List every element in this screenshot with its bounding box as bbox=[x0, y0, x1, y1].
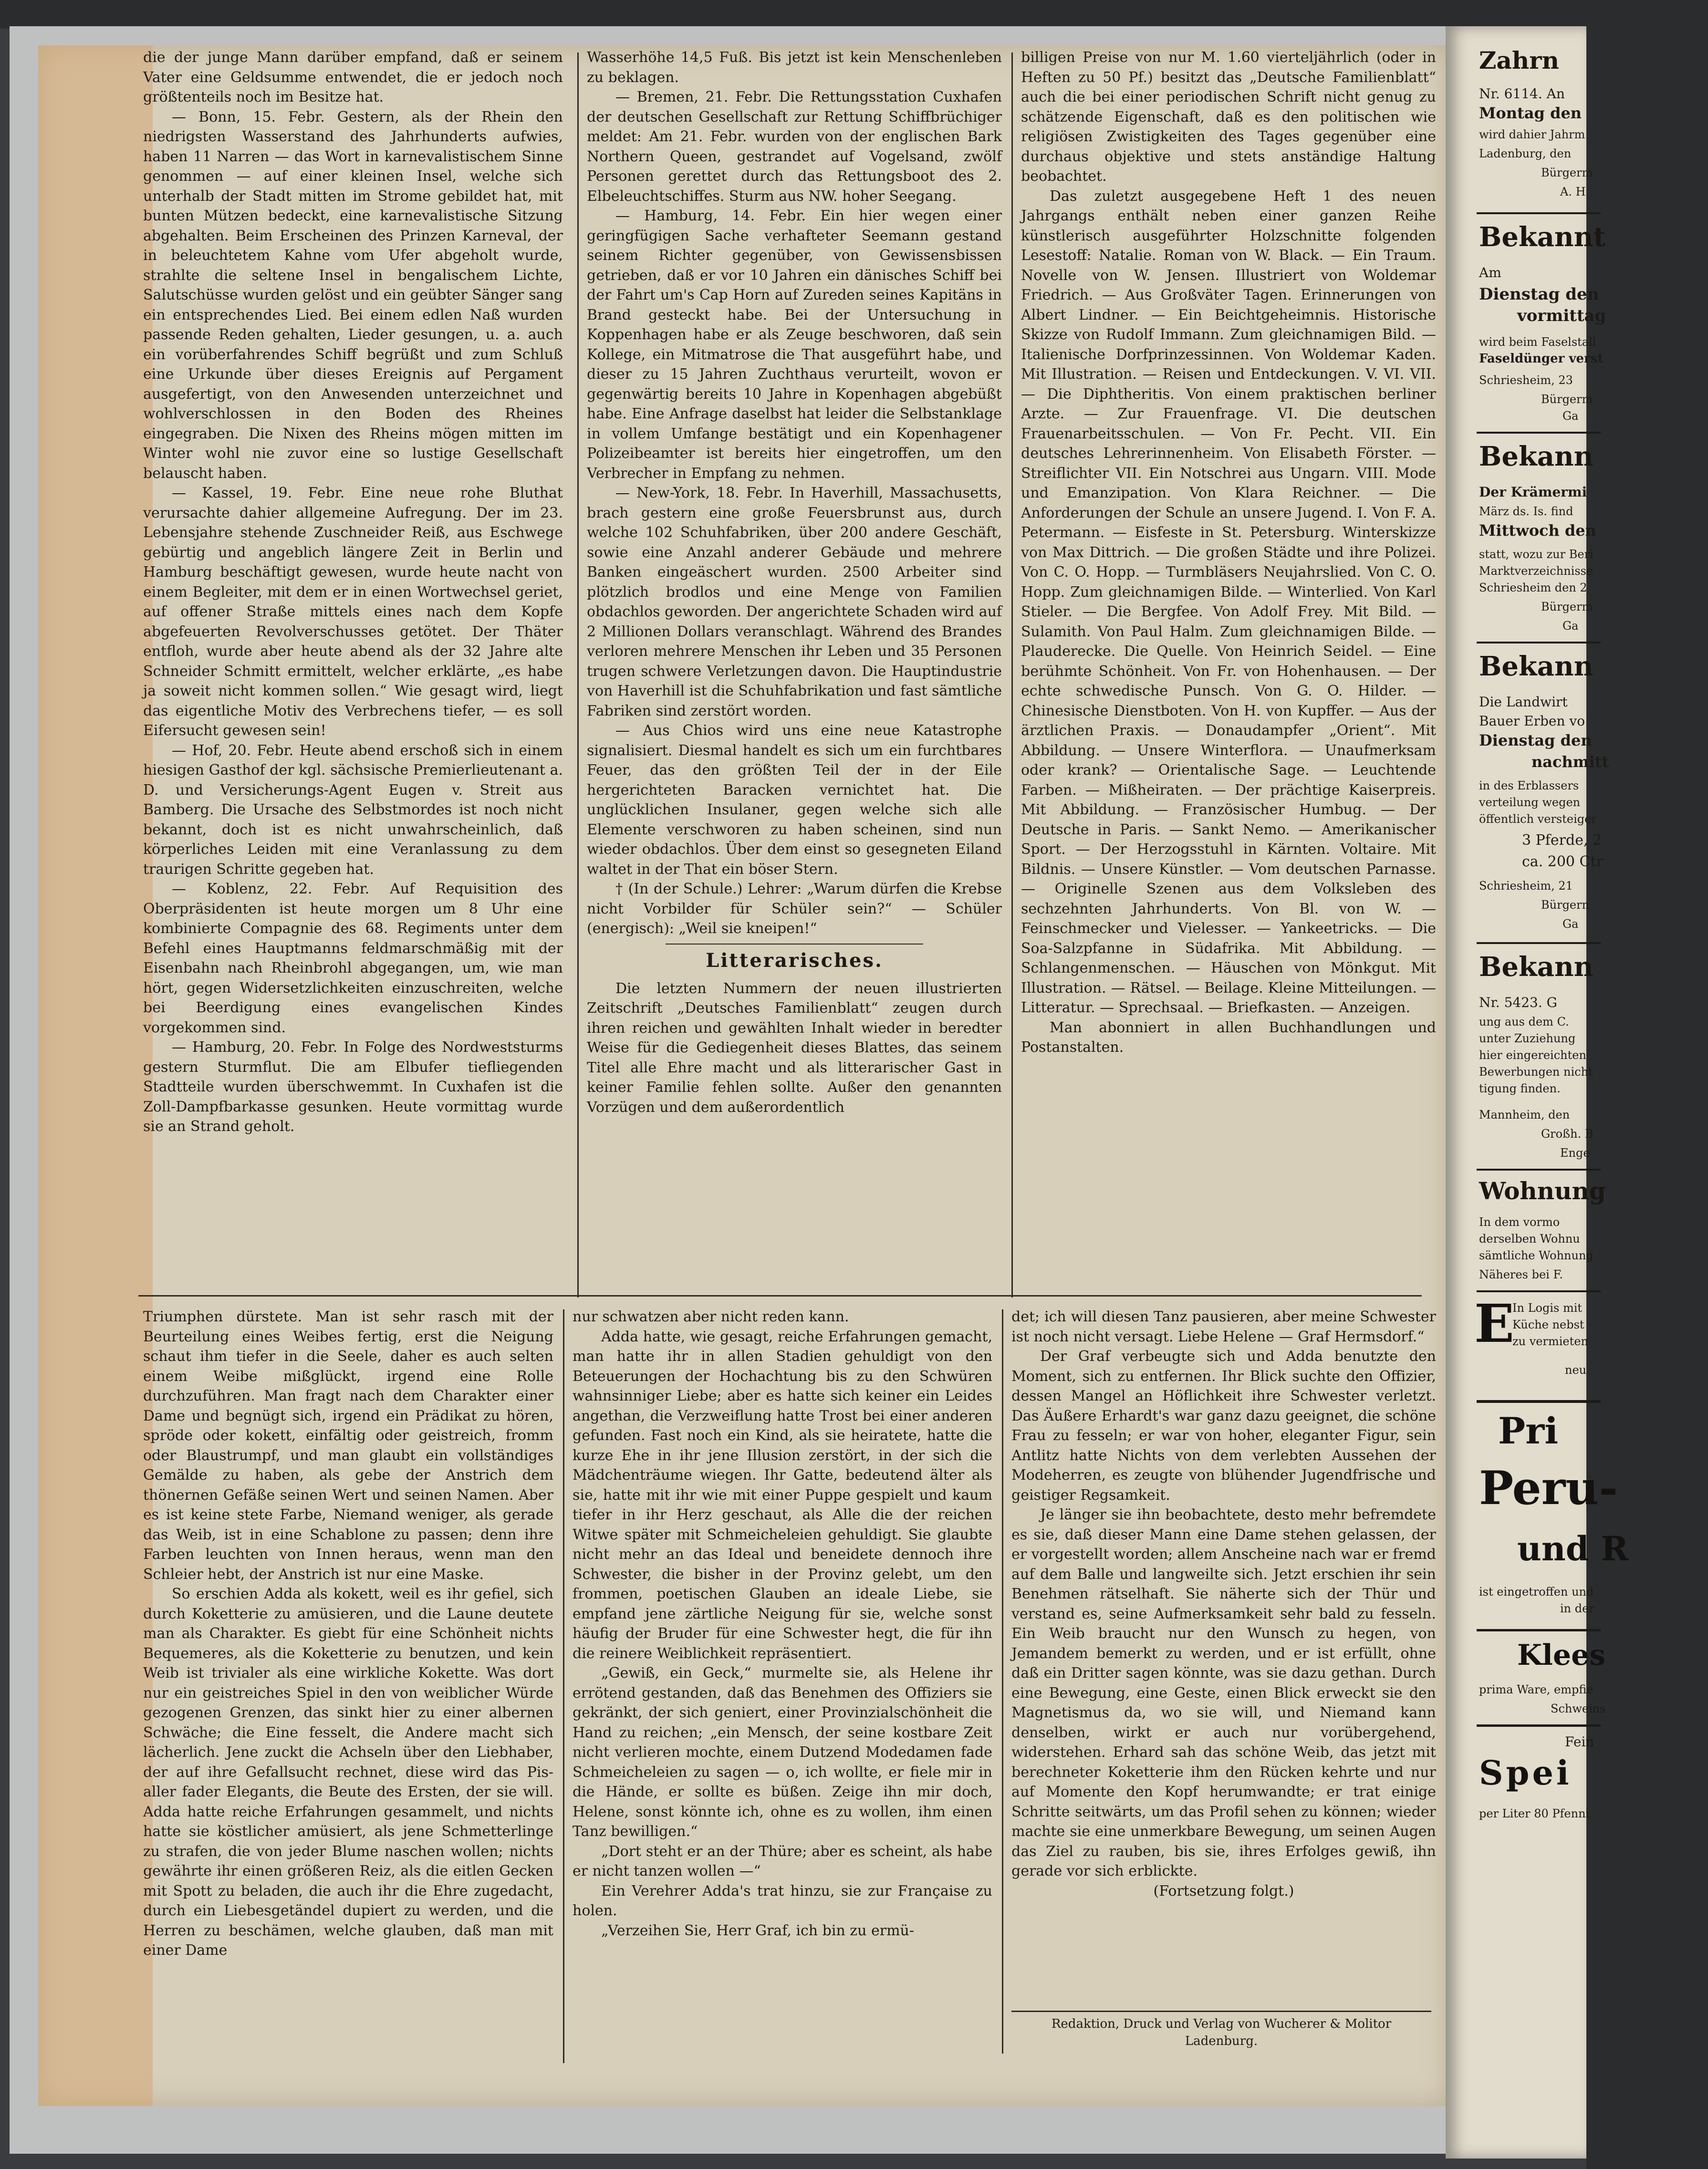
ad-line: Dienstag den bbox=[1479, 731, 1592, 749]
ad-line: Küche nebst bbox=[1512, 1318, 1584, 1331]
column-bottom-middle bbox=[573, 1307, 992, 2061]
ad-heading: Bekann bbox=[1479, 441, 1593, 472]
column-rule bbox=[1002, 1309, 1003, 2054]
imprint-rule bbox=[1011, 2011, 1431, 2012]
ad-line: 3 Pferde, 2 bbox=[1522, 832, 1602, 849]
ad-heading: Bekannt bbox=[1479, 221, 1606, 253]
ad-rule bbox=[1477, 432, 1601, 434]
section-divider bbox=[138, 1295, 1422, 1297]
article-familienblatt-inhalt: Das zuletzt ausgegebene Heft 1 des neuen Jahrgangs enthält neben einer ganzen Reihe künstlerisch ausgeführter Holzschnitte folgenden Lesestoff: Natalie. Roman von W. Black. — Ein Traum. Novelle von W. Jensen. Illustriert von Woldemar Friedrich. — Aus Großväter Tagen. Erinnerungen von Albert Lindner. — Ein Beichtgeheimnis. Historische Skizze von Rudolf Immann. Zum gleichnamigen Bild. — Italienische Dorfprinzessinnen. Von Woldemar Kaden. Mit Illustration. — Reisen und Entdeckungen. V. VI. VII. — Die Diphtheritis. Von einem praktischen berliner Arzte. — Zur Frauenfrage. VI. Die deutschen Frauenarbeitsschulen. — Von Fr. Pecht. VII. Ein deutsches Lehrerinnenheim. Von Elisabeth Förster. — Streiflichter VII. Ein Notschrei aus Ungarn. VIII. Mode und Emanzipation. Von Klara Reichner. — Die Anforderungen der Schule an unsere Jugend. I. Von F. A. Petermann. — Eisfeste in St. Petersburg. Winterskizze von Max Dittrich. — Die großen Städte und ihre Polizei. Von C. O. Hopp. — Turmbläsers Neujahrslied. Von C. O. Hopp. Zum gleichnamigen Bilde. — Winterlied. Von Karl Stieler. — Die Bergfee. Von Adolf Frey. Mit Bild. — Sulamith. Von Paul Halm. Zum gleichnamigen Bilde. — Plauderecke. Die Quelle. Von Heinrich Seidel. — Eine berühmte Schönheit. Von Fr. von Hohenhausen. — Der echte schwedische Punsch. Von G. O. Hilder. — Chinesische Dienstboten. Von H. von Kupffer. — Aus der ärztlichen Praxis. — Donaudampfer „Orient“. Mit Abbildung. — Unsere Winterflora. — Unaufmerksam oder krank? — Orientalische Sage. — Leuchtende Farben. — Mißheiraten. — Der prächtige Kaiserpreis. Mit Abbildung. — Französischer Humbug. — Der Deutsche in Paris. — Sankt Nemo. — Amerikanischer Sport. — Der Herzogsstuhl in Kärnten. Voltaire. Mit Bildnis. — Unsere Künstler. — Vom deutschen Parnasse. — Originelle Szenen aus dem Volksleben des sechzehnten Jahrhunderts. Von Bl. von W. — Feinschmecker und Vielesser. — Yankeetricks. — Die Soa-Salzpfanne in Südafrika. Mit Abbildung. — Schlangenmenschen. — Häuschen von Mönkgut. Mit Illustration. — Rätsel. — Beilage. Kleine Mitteilungen. — Litteratur. — Sprechsaal. — Briefkasten. — Anzeigen. bbox=[1021, 187, 1436, 1016]
adjacent-page bbox=[1446, 26, 1629, 2159]
ad-initial: E bbox=[1474, 1293, 1514, 1354]
feuilleton-paragraph: Je länger sie ihn beobachtete, desto mehr befremdete es sie, daß dieser Mann eine Dame stehen gelassen, der er vorgestellt worden; allem Anscheine nach war er fremd auf dem Balle und langweilte sich. Jetzt erschien ihr sein Benehmen rätselhaft. Sie näherte sich der Thür und verstand es, seine Aufmerksamkeit sehr bald zu fesseln. Ein Weib braucht nur den Wunsch zu hegen, von Jemandem bemerkt zu werden, und er ist erfüllt, ohne daß ein Dritter sagen könnte, was sie dazu gethan. Durch eine Bewegung, eine Geste, einen Blick erweckt sie den Magnetismus da, wo sie will, und Niemand kann denselben, wirkt er auch nur vorübergehend, widerstehen. Erhard sah das schöne Weib, das jetzt mit berechneter Koketterie ihm den Rücken kehrte und nur auf Momente den Kopf herumwandte; er trat einige Schritte seitwärts, um das Profil sehen zu können; wieder machte sie eine unmerkbare Bewegung, um seinen Augen das Ziel zu rauben, bis sie, ihres Erfolges gewiß, ihn gerade vor sich erblickte. bbox=[1011, 1506, 1436, 1879]
ad-line: Bauer Erben vo bbox=[1479, 713, 1585, 729]
ad-rule bbox=[1477, 212, 1601, 214]
article-bremen: — Bremen, 21. Febr. Die Rettungsstation Cuxhafen der deutschen Gesellschaft zur Rettung Schiffbrüchiger meldet: Am 21. Febr. wurden von der englischen Bark Northern Queen, gestrandet auf Vogelsand, zwölf Personen gerettet durch das Rettungsboot des 2. Elbeleuchtschiffes. Sturm aus NW. hoher Seegang. bbox=[587, 89, 1002, 205]
ad-line: Schriesheim, 21 bbox=[1479, 879, 1573, 893]
feuilleton-paragraph: Der Graf verbeugte sich und Adda benutzte den Moment, sich zu entfernen. Ihr Blick suchte den Offizier, dessen Mangel an Höflichkeit ihre Schwester verletzt. Das Äußere Erhardt's war ganz dazu geeignet, die schöne Frau zu fesseln; er war von hoher, eleganter Figur, sein Antlitz hatte Nichts von dem verlebten Aussehen der Modeherren, es zeugte von blühender Jugendfrische und geistiger Regsamkeit. bbox=[1011, 1348, 1436, 1504]
column-top-right bbox=[1021, 48, 1436, 1293]
article-schule: † (In der Schule.) Lehrer: „Warum dürfen die Krebse nicht Vorbilder für Schüler sein?“ — Schüler (energisch): „Weil sie kneipen!“ bbox=[587, 881, 1002, 937]
ad-line: Dienstag den bbox=[1479, 285, 1599, 304]
ad-line: Enge bbox=[1560, 1146, 1590, 1160]
ad-line: nachmitt bbox=[1531, 753, 1609, 771]
ad-rule bbox=[1477, 1724, 1601, 1727]
ad-line: tigung finden. bbox=[1479, 1082, 1561, 1095]
ad-line: In dem vormo bbox=[1479, 1215, 1560, 1229]
article-paragraph: Wasserhöhe 14,5 Fuß. Bis jetzt ist kein Menschenleben zu beklagen. bbox=[587, 49, 1002, 86]
article-hamburg-sturm: — Hamburg, 20. Febr. In Folge des Nordweststurms gestern Sturmflut. Die am Elbufer tiefliegenden Stadtteile wurden überschwemmt. In Cuxhafen ist die Zoll-Dampfbarkasse gesunken. Heute vormittag wurde sie an Strand geholt. bbox=[143, 1039, 563, 1135]
ad-line: statt, wozu zur Beri bbox=[1479, 548, 1593, 561]
ad-line: Schriesheim den 2 bbox=[1479, 581, 1587, 594]
column-bottom-right bbox=[1011, 1307, 1436, 1994]
ad-line: Bewerbungen nicht bbox=[1479, 1065, 1593, 1079]
ad-line: Ga bbox=[1562, 619, 1579, 633]
ad-line: in der bbox=[1560, 1602, 1594, 1615]
ad-rule bbox=[1477, 1290, 1601, 1292]
ad-big-text: Peru- bbox=[1479, 1461, 1618, 1515]
article-hamburg-seemann: — Hamburg, 14. Febr. Ein hier wegen einer geringfügigen Sache verhafteter Seemann gestand seinem Richter gegenüber, von Gewissensbissen getrieben, daß er vor 10 Jahren ein dänisches Schiff bei der Fahrt um's Cap Horn auf Zureden seines Kapitäns in Brand gesteckt habe. Bei der Untersuchung in Koppenhagen habe er als Zeuge beschworen, daß sein Kollege, ein Mitmatrose die That ausgeführt habe, und dieser zu 15 Jahren Zuchthaus verurteilt, wovon er gegenwärtig bereits 10 Jahre in Kopenhagen abgebüßt habe. Eine Anfrage daselbst hat leider die Selbstanklage in vollem Umfange bestätigt und ein Kopenhagener Polizeibeamter ist bereits hier eingetroffen, um den Verbrecher in Empfang zu nehmen. bbox=[587, 208, 1002, 482]
ad-heading: Bekann bbox=[1479, 951, 1593, 983]
feuilleton-paragraph: Adda hatte, wie gesagt, reiche Erfahrungen gemacht, man hatte ihr in allen Stadien gehuldigt von den Beteuerungen der Hochachtung bis zu den Schwüren wahnsinniger Liebe; aber es hatte sich keiner ein Leides angethan, die Verzweiflung hatte Trost bei einer anderen gefunden. Fast noch ein Kind, als sie heiratete, hatte die kurze Ehe in ihr jene Illusion zerstört, in der sich die Mädchenträume wiegen. Ihr Gatte, bedeutend älter als sie, hatte mit ihr wie mit einer Puppe gespielt und kaum tiefer in ihr Herz geschaut, als Alle die der reichen Witwe später mit Schmeicheleien gehuldigt. Sie glaubte nicht mehr an das Ideal und beneidete dennoch ihre Schwester, die bisher in der Provinz gelebt, um den frommen, poetischen Glauben an ideale Liebe, sie empfand jene zärtliche Neigung für sie, welche sonst häufig der Bruder für eine Schwester hegt, die für ihn die reinere Weiblichkeit repräsentiert. bbox=[573, 1328, 992, 1662]
ad-big-text: Spei bbox=[1479, 1753, 1572, 1793]
ad-line: Faseldünger verst bbox=[1479, 352, 1604, 366]
article-koblenz: — Koblenz, 22. Febr. Auf Requisition des Oberpräsidenten ist heute morgen um 8 Uhr eine kombinierte Compagnie des 68. Regiments unter dem Befehl eines Hauptmanns feldmarschmäßig mit der Eisenbahn nach Rheinbrohl abgegangen, um, wie man hört, gegen Widersetzlichkeiten einzuschreiten, welche bei Beerdigung eines evangelischen Kindes vorgekommen sind. bbox=[143, 881, 563, 1036]
feuilleton-paragraph: Triumphen dürstete. Man ist sehr rasch mit der Beurteilung eines Weibes fertig, erst die Neigung schaut ihm tiefer in die Seele, daher es auch selten einem Weibe mißglückt, irgend eine Rolle durchzuführen. Man fragt nach dem Charakter einer Dame und begnügt sich, irgend ein Prädikat zu hören, spröde oder kokett, einfältig oder geistreich, fromm oder Blaustrumpf, und man glaubt ein vollständiges Gemälde zu haben, als gebe der Anstrich dem thönernen Gefäße seinen Wert und seinen Namen. Aber es ist keine stete Farbe, Niemand weniger, als gerade das Weib, ist in eine Schablone zu passen; denn ihre Farben leuchten von Innen heraus, wenn man den Schleier hebt, der Anstrich ist nur eine Maske. bbox=[143, 1308, 553, 1583]
ad-line: unter Zuziehung bbox=[1479, 1032, 1576, 1045]
ad-heading: Bekann bbox=[1479, 651, 1593, 682]
ad-line: Montag den bbox=[1479, 104, 1582, 122]
page-edge-discoloration bbox=[38, 45, 153, 2106]
ad-line: Ladenburg, den bbox=[1479, 147, 1572, 160]
imprint-place: Ladenburg. bbox=[1185, 2034, 1258, 2048]
ad-line: hier eingereichten bbox=[1479, 1048, 1586, 1062]
ad-rule bbox=[1477, 1400, 1601, 1403]
ad-line: Die Landwirt bbox=[1479, 694, 1568, 710]
ad-line: wird beim Faselstall bbox=[1479, 335, 1596, 349]
ad-rule bbox=[1477, 1629, 1601, 1631]
feuilleton-paragraph: „Verzeihen Sie, Herr Graf, ich bin zu ermü- bbox=[601, 1922, 914, 1939]
litterarisches-heading: Litterarisches. bbox=[706, 949, 883, 972]
article-paragraph: die der junge Mann darüber empfand, daß er seinem Vater eine Geldsumme entwendet, die er jedoch noch größtenteils noch im Besitze hat. bbox=[143, 49, 563, 105]
ad-line: in des Erblassers bbox=[1479, 779, 1579, 792]
imprint-publisher: Redaktion, Druck und Verlag von Wucherer & Molitor bbox=[1051, 2017, 1392, 2031]
ad-line: Bürgerm bbox=[1541, 166, 1593, 179]
ad-line: Bürgerm bbox=[1541, 393, 1593, 406]
ad-line: Bürgerm bbox=[1541, 600, 1593, 613]
ad-line: Nr. 6114. An bbox=[1479, 86, 1565, 102]
ad-line: Mannheim, den bbox=[1479, 1108, 1570, 1121]
feuilleton-paragraph: det; ich will diesen Tanz pausieren, aber meine Schwester ist noch nicht versagt. Liebe Helene — Graf Hermsdorf.“ bbox=[1011, 1308, 1436, 1345]
ad-rule bbox=[1477, 642, 1601, 643]
ad-line: neu bbox=[1565, 1363, 1587, 1377]
ad-line: A. H bbox=[1560, 185, 1586, 198]
article-abonnement: Man abonniert in allen Buchhandlungen und Postanstalten. bbox=[1021, 1019, 1436, 1056]
imprint bbox=[1011, 2015, 1431, 2050]
column-rule bbox=[577, 52, 579, 1297]
feuilleton-paragraph: „Gewiß, ein Geck,“ murmelte sie, als Helene ihr errötend gestanden, daß das Benehmen des Offiziers sie gekränkt, der sich geniert, einer Provinzialschönheit die Hand zu reichen; „ein Mensch, der seine kostbare Zeit nicht verlieren mochte, einem Dutzend Modedamen fade Schmeicheleien zu sagen — o, ich wollte, er fiele mir in die Hände, er sollte es büßen. Zeige ihn mir doch, Helene, sonst könnte ich, ohne es zu wollen, ihm einen Tanz bewilligen.“ bbox=[573, 1665, 992, 1840]
ad-line: Näheres bei F. bbox=[1479, 1268, 1563, 1281]
ad-line: ca. 200 Ctr bbox=[1522, 853, 1603, 870]
article-paragraph: billigen Preise von nur M. 1.60 vierteljährlich (oder in Heften zu 50 Pf.) besitzt das „Deutsche Familienblatt“ auch die bei einer periodischen Schrift nicht genug zu schätzende Eigenschaft, daß es den politischen wie religiösen Zwistigkeiten des Tages gegenüber eine durchaus objektive und stets anständige Haltung beobachtet. bbox=[1021, 49, 1436, 185]
ad-line: ung aus dem C. bbox=[1479, 1015, 1569, 1028]
ad-line: derselben Wohnu bbox=[1479, 1232, 1580, 1245]
fortsetzung-note: (Fortsetzung folgt.) bbox=[1153, 1882, 1294, 1899]
ad-big-text: Pri bbox=[1498, 1410, 1559, 1452]
ad-line: Marktverzeichnisse bbox=[1479, 564, 1593, 578]
ad-big-text: Klees bbox=[1517, 1639, 1606, 1672]
ad-line: Ga bbox=[1562, 409, 1579, 423]
article-chios: — Aus Chios wird uns eine neue Katastrophe signalisiert. Diesmal handelt es sich um ein furchtbares Feuer, das den größten Teil der in der Eile hergerichteten Baracken vernichtet hat. Die unglücklichen Insulaner, gegen welche sich alle Elemente verschworen zu haben scheinen, sind nun wieder obdachlos. Über dem einst so gesegneten Eiland waltet in der That ein böser Stern. bbox=[587, 722, 1002, 878]
ad-line: Fein bbox=[1565, 1734, 1594, 1750]
ad-heading: Wohnung bbox=[1479, 1177, 1606, 1205]
feuilleton-paragraph: So erschien Adda als kokett, weil es ihr gefiel, sich durch Koketterie zu amüsieren, und die Laune deutete man als Charakter. Es giebt für eine Schönheit nichts Bequemeres, als die Koketterie zu benutzen, und kein Weib ist trivialer als eine wirkliche Kokette. Was dort nur ein geistreiches Spiel in den von weiblicher Würde gezogenen Grenzen, das sinkt hier zu einer albernen Schwäche; die Eine fesselt, die Andere macht sich lächerlich. Jene zuckt die Achseln über den Liebhaber, der auf ihre Gefallsucht rechnet, diese wird das Pis-aller fader Elegants, die Beute des Ersten, der sie will. Adda hatte reiche Erfahrungen gesammelt, und nichts hatte sie köstlicher amüsiert, als jene Schmetterlinge zu strafen, die von jeder Blume naschen wollen; nichts gewährte ihr einen größeren Reiz, als die eitlen Gecken mit Spott zu beladen, die auch ihr die Ehre zugedacht, durch ein Liebesgetändel dupiert zu werden, und die Herren zu beschämen, welche glauben, daß man mit einer Dame bbox=[143, 1586, 553, 1959]
ad-line: vormittag bbox=[1517, 306, 1606, 325]
ad-line: Großh. B bbox=[1541, 1127, 1593, 1141]
ad-line: öffentlich versteiger bbox=[1479, 812, 1597, 826]
column-rule bbox=[563, 1309, 564, 2063]
ad-line: Der Krämermi bbox=[1479, 484, 1587, 500]
feuilleton-paragraph: nur schwatzen aber nicht reden kann. bbox=[573, 1308, 849, 1325]
ad-line: verteilung wegen bbox=[1479, 796, 1581, 809]
feuilleton-paragraph: „Dort steht er an der Thüre; aber es scheint, als habe er nicht tanzen wollen —“ bbox=[573, 1843, 992, 1879]
ad-rule bbox=[1477, 942, 1601, 944]
column-top-left bbox=[143, 48, 563, 1293]
ad-line: Am bbox=[1479, 265, 1501, 280]
ad-line: Ga bbox=[1562, 917, 1579, 931]
ad-heading: Zahrn bbox=[1479, 46, 1559, 74]
article-new-york: — New-York, 18. Febr. In Haverhill, Massachusetts, brach gestern eine große Feuersbrunst aus, durch welche 102 Schuhfabriken, über 200 andere Geschäft, sowie eine Anzahl anderer Gebäude und mehrere Banken eingeäschert wurden. 2500 Arbeiter sind plötzlich brodlos und eine Menge von Familien obdachlos geworden. Der angerichtete Schaden wird auf 2 Millionen Dollars veranschlagt. Während des Brandes verloren mehrere Menschen ihr Leben und 35 Personen trugen schwere Verletzungen davon. Die Hauptindustrie von Haverhill ist die Schuhfabrikation und fast sämtliche Fabriken sind zerstört worden. bbox=[587, 485, 1002, 719]
ad-line: Schweins bbox=[1551, 1702, 1606, 1715]
ad-big-text: und R bbox=[1517, 1529, 1629, 1568]
article-hof: — Hof, 20. Febr. Heute abend erschoß sich in einem hiesigen Gasthof der kgl. sächsische Premierlieutenant a. D. und Versicherungs-Agent Eugen v. Streit aus Bamberg. Die Ursache des Selbstmordes ist noch nicht bekannt, doch ist es nicht unwahrscheinlich, daß körperliches Leiden mit eine Veranlassung zu dem traurigen Schritte gegeben hat. bbox=[143, 742, 563, 878]
article-kassel: — Kassel, 19. Febr. Eine neue rohe Bluthat verursachte dahier allgemeine Aufregung. Der im 23. Lebensjahre stehende Zuschneider Reiß, aus Eschwege gebürtig und angeblich längere Zeit in Berlin und Hamburg beschäftigt gewesen, wurde heute nacht von einem Begleiter, mit dem er in einen Wortwechsel geriet, auf offener Straße mittels eines nach dem Kopfe abgefeuerten Revolverschusses getötet. Der Thäter entfloh, wurde aber heute abend als der 32 Jahre alte Schneider Schmitt ermittelt, welcher erklärte, „es habe ja soweit nicht kommen sollen.“ Wie gesagt wird, liegt das eigentliche Motiv des Verbrechens tiefer, — es soll Eifersucht gewesen sein! bbox=[143, 485, 563, 739]
column-bottom-left bbox=[143, 1307, 553, 2061]
ad-line: Schriesheim, 23 bbox=[1479, 374, 1573, 387]
ad-line: wird dahier Jahrm bbox=[1479, 128, 1585, 141]
ad-line: zu vermieten bbox=[1512, 1335, 1588, 1348]
ad-line: prima Ware, empfie bbox=[1479, 1683, 1593, 1696]
ad-line: Nr. 5423. G bbox=[1479, 995, 1558, 1010]
article-litterarisches: Die letzten Nummern der neuen illustrierten Zeitschrift „Deutsches Familienblatt“ zeugen durch ihren reichen und gewählten Inhalt wieder in beredter Weise für die Gediegenheit dieses Blattes, das seinem Titel alle Ehre macht und als litterarischer Gast in keiner Familie fehlen sollte. Außer den genannten Vorzügen und dem außerordentlich bbox=[587, 980, 1002, 1116]
ad-line: sämtliche Wohnung bbox=[1479, 1249, 1593, 1262]
feuilleton-paragraph: Ein Verehrer Adda's trat hinzu, sie zur Française zu holen. bbox=[573, 1882, 992, 1919]
ad-line: In Logis mit bbox=[1512, 1301, 1583, 1315]
article-bonn: — Bonn, 15. Febr. Gestern, als der Rhein den niedrigsten Wasserstand des Jahrhunderts aufwies, haben 11 Narren — das Wort in karnevalistischem Sinne genommen — auf einer kleinen Insel, welche sich unterhalb der Stadt mitten im Strome gebildet hat, mit bunten Mützen bedeckt, eine karnevalistische Sitzung abgehalten. Beim Erscheinen des Prinzen Karneval, der in beleuchtetem Kahne vom Ufer abgeholt wurde, strahlte die seltene Insel in bengalischem Lichte, Salutschüsse wurden gelöst und ein geübter Sänger sang ein entsprechendes Lied. Bei einem edlen Naß wurden passende Reden gehalten, Lieder gesungen, u. a. auch ein vorüberfahrendes Schiff begrüßt und zum Schluß eine Urkunde über dieses Ereignis auf Pergament ausgefertigt, von den Anwesenden unterzeichnet und wohlverschlossen in den Boden des Rheines eingegraben. Die Nixen des Rheins mögen mitten im Winter wohl nie zuvor eine so lustige Gesellschaft belauscht haben. bbox=[143, 108, 563, 482]
ad-line: Bürgern bbox=[1541, 898, 1590, 912]
ad-rule bbox=[1477, 1169, 1601, 1171]
ad-line: März ds. Is. find bbox=[1479, 505, 1573, 518]
column-top-middle bbox=[587, 48, 1002, 1293]
column-rule bbox=[1011, 52, 1013, 1297]
ad-line: ist eingetroffen und bbox=[1479, 1585, 1594, 1598]
ad-line: Mittwoch den bbox=[1479, 521, 1596, 540]
ad-line: per Liter 80 Pfenni bbox=[1479, 1807, 1590, 1820]
